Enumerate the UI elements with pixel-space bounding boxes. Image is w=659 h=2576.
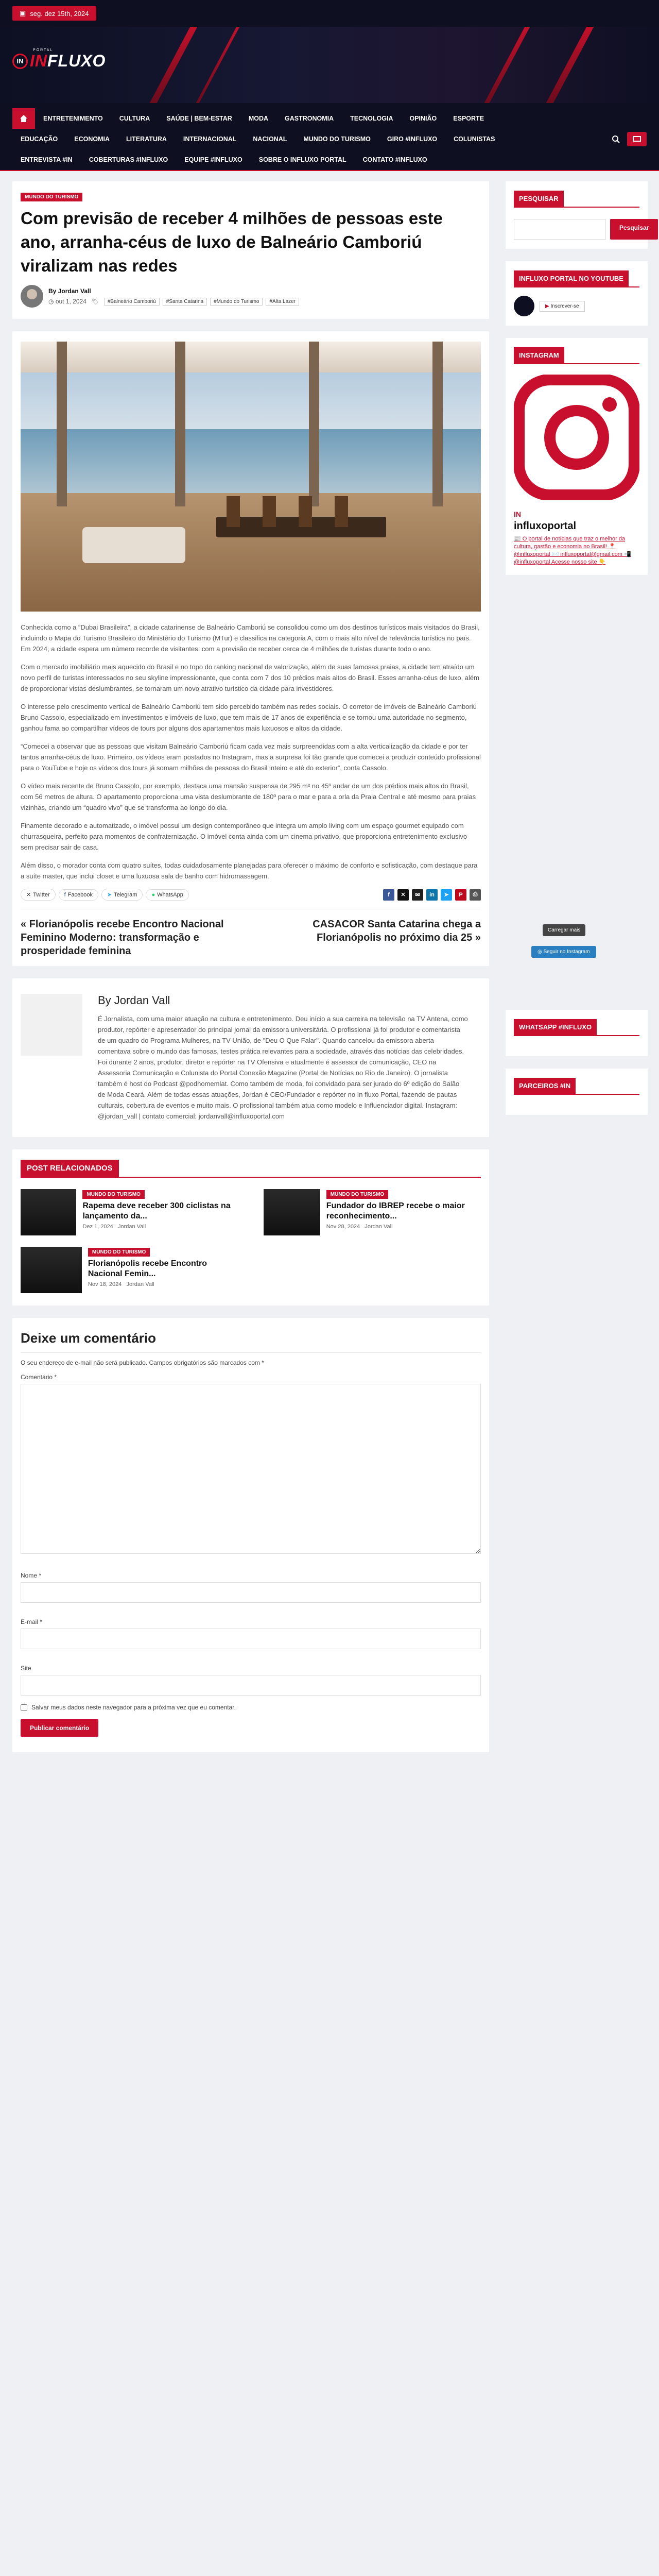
social-icons xyxy=(383,889,481,901)
related-post[interactable] xyxy=(21,1189,238,1235)
site-input[interactable] xyxy=(21,1675,481,1696)
author-avatar[interactable] xyxy=(21,994,82,1056)
logo-word: INFLUXO xyxy=(30,52,106,70)
tag-icon: 🏷 xyxy=(91,298,99,305)
arrow-right-icon: » xyxy=(475,932,481,943)
youtube-icon: ▶ xyxy=(545,303,549,309)
nav-item[interactable]: COLUNISTAS xyxy=(454,135,495,143)
share-row xyxy=(21,889,481,901)
search-widget xyxy=(506,181,648,249)
post-date: ◷ out 1, 2024 xyxy=(48,298,86,305)
pinterest-icon[interactable]: P xyxy=(455,889,466,901)
nav-item[interactable]: ENTRETENIMENTO xyxy=(43,115,103,122)
nav-item[interactable]: MUNDO DO TURISMO xyxy=(303,135,371,143)
instagram-icon[interactable] xyxy=(514,375,639,500)
avatar[interactable] xyxy=(21,285,43,308)
decor-streak xyxy=(196,27,240,103)
instagram-icon: ◎ xyxy=(537,949,542,955)
paragraph: Além disso, o morador conta com quatro suítes, todas cuidadosamente planejadas para oferecer o máximo de conforto e sofisticação, com destaque para a suíte master, que inclui closet e uma luxuosa sala de banho com hidromassagem. xyxy=(21,861,478,880)
search-input[interactable] xyxy=(514,219,606,240)
top-bar xyxy=(0,0,659,27)
nav-item[interactable]: EQUIPE #INFLUXO xyxy=(184,156,242,163)
post-header xyxy=(12,181,489,319)
nav-item[interactable]: SOBRE O INFLUXO PORTAL xyxy=(258,156,346,163)
search-icon[interactable] xyxy=(612,135,620,143)
paragraph: Com o mercado imobiliário mais aquecido do Brasil e no topo do ranking nacional de valorização, além de suas famosas praias, a cidade tem atraído um novo perfil de turistas interessados no seu skyline impressionante, que conta com 7 dos 10 prédios mais altos do Brasil. Esses arranha-céus de luxo, além de proporcionar vistas deslumbrantes, se tornaram um novo atrativo turístico da cidade para investidores. xyxy=(21,663,479,692)
nav-item[interactable]: TECNOLOGIA xyxy=(350,115,393,122)
sidebar xyxy=(506,181,648,1115)
facebook-icon[interactable]: f xyxy=(383,889,394,901)
insta-bio[interactable]: 📰 O portal de notícias que traz o melhor da cultura, gastão e economia no Brasil! 📍 @influxoportal ✉️ influxoportal@gmail.com 📲 @influxoportal Acesse nosso site 👇 xyxy=(514,536,631,565)
related-thumbnail[interactable] xyxy=(264,1189,320,1235)
header-banner xyxy=(0,27,659,103)
submit-comment-button[interactable]: Publicar comentário xyxy=(21,1719,98,1737)
comment-textarea[interactable] xyxy=(21,1384,481,1554)
partners-widget-title: PARCEIROS #IN xyxy=(514,1078,576,1094)
facebook-icon: f xyxy=(64,891,66,898)
related-title[interactable]: Rapema deve receber 300 ciclistas na lançamento da... xyxy=(82,1201,231,1221)
nav-item[interactable]: GASTRONOMIA xyxy=(285,115,334,122)
comment-title: Deixe um comentário xyxy=(21,1330,156,1346)
share-facebook-button[interactable]: f Facebook xyxy=(59,889,98,901)
main-column xyxy=(12,181,489,1752)
related-posts xyxy=(12,1149,489,1306)
comment-note: O seu endereço de e-mail não será publicado. Campos obrigatórios são marcados com * xyxy=(21,1359,264,1366)
instagram-widget-title: INSTAGRAM xyxy=(514,347,564,363)
tag[interactable]: #Alta Lazer xyxy=(266,298,299,306)
whatsapp-widget xyxy=(506,1010,648,1056)
related-title[interactable]: Fundador do IBREP recebe o maior reconhecimento... xyxy=(326,1201,465,1221)
x-icon[interactable]: ✕ xyxy=(397,889,409,901)
author-bio: É Jornalista, com uma maior atuação na cultura e entretenimento. Deu início a sua carreira na televisão na TV Antena, como produtor, repórter e apresentador do principal jornal da emissora universitária. O profissional já foi produtor e comentarista de um quadro do Programa Mulheres, na TV União, de "Deu O Que Falar". Quando cancelou da emissora aberta comentava sobre o mundo das famosas, testes prática relevantes para a sociedade, através das notícias das celebridades. Foi durante 2 anos, produtor, diretor e repórter na TV Ofensiva e atualmente é assessor de comunicação, CEO na Assessoria Comunicação e Colunista do Portal Conexão Magazine (Portal de Notícias no Rio de Janeiro). O jornalista também é host do Podcast @podhomemlat. Como também de moda, foi convidado para ser jurado do 6º edição do Salão de Moda Ceará. Além de todas essas atuações, Jordan é CEO/Fundador e repórter no In fluxo Portal, fazendo de pautas culturais, cobertura de eventos e muito mais. O profissional também atua como modelo e Influenciador digital. Instagram: @jordan_vall | contato comercial: jordanvall@influxoportal.com xyxy=(98,1015,468,1120)
logo-tagline: PORTAL xyxy=(33,48,54,52)
calendar-icon: ▣ xyxy=(20,9,26,17)
related-post[interactable] xyxy=(264,1189,481,1235)
category-badge[interactable]: MUNDO DO TURISMO xyxy=(82,1190,144,1199)
nav-item[interactable]: OPINIÃO xyxy=(409,115,437,122)
insta-handle[interactable]: influxoportal xyxy=(514,520,577,532)
tag-list xyxy=(104,298,299,306)
post-navigation xyxy=(21,909,481,958)
nav-row-1 xyxy=(12,108,647,129)
share-telegram-button[interactable]: ➤ Telegram xyxy=(101,889,143,901)
tag[interactable]: #Balneário Camboriú xyxy=(104,298,160,306)
post-meta xyxy=(21,285,481,308)
nav-item[interactable]: ECONOMIA xyxy=(74,135,110,143)
decor-streak xyxy=(484,27,530,103)
next-post-link[interactable]: CASACOR Santa Catarina chega a Florianópolis no próximo dia 25 » xyxy=(313,919,481,943)
nav-item[interactable]: INTERNACIONAL xyxy=(183,135,237,143)
save-data-row xyxy=(21,1704,481,1711)
post-featured-image xyxy=(21,342,481,612)
related-meta: Dez 1, 2024 Jordan Vall xyxy=(82,1224,146,1230)
related-title[interactable]: Florianópolis recebe Encontro Nacional Femin... xyxy=(88,1259,207,1278)
site-logo[interactable] xyxy=(12,48,106,71)
nav-row-3 xyxy=(12,149,647,170)
print-icon[interactable]: ⎙ xyxy=(470,889,481,901)
instagram-widget xyxy=(506,338,648,575)
related-meta: Nov 18, 2024 Jordan Vall xyxy=(88,1281,154,1287)
nav-item[interactable]: EDUCAÇÃO xyxy=(21,135,58,143)
email-icon[interactable]: ✉ xyxy=(412,889,423,901)
name-label: Nome * xyxy=(21,1572,42,1579)
email-label: E-mail * xyxy=(21,1618,43,1625)
author-box-name[interactable]: By Jordan Vall xyxy=(98,994,170,1007)
category-badge[interactable]: MUNDO DO TURISMO xyxy=(326,1190,388,1199)
telegram-icon[interactable]: ➤ xyxy=(441,889,452,901)
date-badge xyxy=(12,6,96,21)
main-nav xyxy=(0,103,659,171)
date-text: seg. dez 15th, 2024 xyxy=(30,9,89,18)
post-content xyxy=(21,622,481,882)
related-meta: Nov 28, 2024 Jordan Vall xyxy=(326,1224,393,1230)
author-link[interactable]: Jordan Vall xyxy=(58,287,91,295)
arrow-left-icon: « xyxy=(21,919,27,930)
home-button[interactable] xyxy=(12,108,35,129)
save-data-checkbox[interactable] xyxy=(21,1704,27,1711)
telegram-icon: ➤ xyxy=(107,892,112,898)
twitter-icon: ✕ xyxy=(26,892,31,898)
nav-item[interactable]: NACIONAL xyxy=(253,135,287,143)
save-data-label: Salvar meus dados neste navegador para a próxima vez que eu comentar. xyxy=(31,1704,236,1711)
instagram-feed-area xyxy=(506,575,648,997)
subscribe-button[interactable]: ▶ Inscrever-se xyxy=(540,301,585,312)
email-input[interactable] xyxy=(21,1629,481,1649)
decor-streak xyxy=(150,27,198,103)
search-button[interactable]: Pesquisar xyxy=(610,219,658,240)
logo-mark: IN xyxy=(12,54,28,69)
nav-item[interactable]: ENTREVISTA #IN xyxy=(21,156,73,163)
nav-item[interactable]: CULTURA xyxy=(119,115,150,122)
nav-item[interactable]: LITERATURA xyxy=(126,135,167,143)
whatsapp-widget-title: WHATSAPP #INFLUXO xyxy=(514,1019,597,1035)
subscribe-button[interactable] xyxy=(627,132,647,146)
post-body-card xyxy=(12,331,489,966)
tag[interactable]: #Santa Catarina xyxy=(163,298,207,306)
insta-logo: IN xyxy=(514,510,521,518)
related-post[interactable] xyxy=(21,1247,238,1293)
category-badge[interactable]: MUNDO DO TURISMO xyxy=(88,1248,150,1257)
comment-form xyxy=(12,1318,489,1752)
paragraph: “Comecei a observar que as pessoas que visitam Balneário Camboriú ficam cada vez mais surpreendidas com a alta verticalização da cidade e por ter tantos arranha-céus de luxo. Primeiro, os vídeos eram postados no Instagram, mas a surpresa foi tão grande que comecei a produzir conteúdo profissional para o YouTube e hoje os vídeos dos tours já somam milhões de pessoas do Brasil inteiro e até do exterior”, conta Cassolo. xyxy=(21,742,481,772)
post-title: Com previsão de receber 4 milhões de pessoas este ano, arranha-céus de luxo de Balneário Camboriú viralizam nas redes xyxy=(21,209,443,275)
partners-widget xyxy=(506,1069,648,1115)
paragraph: Conhecida como a “Dubai Brasileira”, a cidade catarinense de Balneário Camboriú se consolidou como um dos destinos turísticos mais visitados do Brasil, incluindo o Mapa do Turismo Brasileiro do Ministério do Turismo (MTur) e classifica na categoria A, com o mais alto nível de relevância turística no país. Em 2024, a cidade espera um número recorde de visitantes: com a previsão de receber cerca de 4 milhões de turistas durante todo o ano. xyxy=(21,623,480,653)
home-icon xyxy=(19,114,28,123)
comment-label: Comentário * xyxy=(21,1374,57,1381)
nav-item[interactable]: SAÚDE | BEM-ESTAR xyxy=(166,115,232,122)
nav-row-2 xyxy=(12,129,647,149)
follow-instagram-button[interactable]: ◎ Seguir no Instagram xyxy=(531,946,596,958)
decor-streak xyxy=(546,27,594,103)
search-widget-title: PESQUISAR xyxy=(514,191,564,207)
channel-avatar[interactable] xyxy=(514,296,534,316)
site-label: Site xyxy=(21,1665,31,1672)
share-twitter-button[interactable]: ✕ Twitter xyxy=(21,889,56,901)
nav-item[interactable]: MODA xyxy=(248,115,269,122)
author-box xyxy=(12,978,489,1137)
nav-tools xyxy=(612,132,647,146)
tag[interactable]: #Mundo do Turismo xyxy=(210,298,263,306)
paragraph: Finamente decorado e automatizado, o imóvel possui um design contemporâneo que integra um amplo living com um espaço gourmet equipado com churrasqueira, perfeito para momentos de confraternização. O imóvel conta ainda com um cinema privativo, que proporciona entretenimento exclusivo sem precisar sair de casa. xyxy=(21,822,467,851)
load-more-tooltip: Carregar mais xyxy=(543,924,585,936)
youtube-widget-title: INFLUXO PORTAL NO YOUTUBE xyxy=(514,270,629,286)
prev-post-link[interactable]: « Florianópolis recebe Encontro Nacional Feminino Moderno: transformação e prosperidade feminina xyxy=(21,919,224,957)
name-input[interactable] xyxy=(21,1582,481,1603)
youtube-widget xyxy=(506,261,648,326)
whatsapp-icon: ● xyxy=(151,891,155,898)
nav-item[interactable]: GIRO #INFLUXO xyxy=(387,135,438,143)
screen-icon xyxy=(633,136,641,142)
category-badge[interactable]: MUNDO DO TURISMO xyxy=(21,193,82,201)
related-posts-title: POST RELACIONADOS xyxy=(21,1160,119,1177)
paragraph: O interesse pelo crescimento vertical de Balneário Camboriú tem sido percebido também nas redes sociais. O corretor de imóveis de Balneário Camboriú Bruno Cassolo, especializado em investimentos e imóveis de luxo, que tem mais de 17 anos de experiência e se tornou uma autoridade no segmento, ganhou fama ao compartilhar vídeos de tours por alguns dos apartamentos mais luxuosos e altos da cidade. xyxy=(21,703,477,732)
related-thumbnail[interactable] xyxy=(21,1189,76,1235)
share-buttons xyxy=(21,889,189,901)
share-whatsapp-button[interactable]: ● WhatsApp xyxy=(146,889,188,901)
author-line: By Jordan Vall xyxy=(48,287,91,295)
nav-item[interactable]: COBERTURAS #INFLUXO xyxy=(89,156,168,163)
related-thumbnail[interactable] xyxy=(21,1247,82,1293)
paragraph: O vídeo mais recente de Bruno Cassolo, por exemplo, destaca uma mansão suspensa de 295 m² no 45º andar de um dos prédios mais altos do Brasil, com 56 metros de altura. O apartamento proporciona uma vista deslumbrante de 180º para o mar e para a orla da Praia Central e até mesmo para praias vizinhas, criando um “quadro vivo” que se transforma ao longo do dia. xyxy=(21,782,476,811)
nav-item[interactable]: CONTATO #INFLUXO xyxy=(362,156,427,163)
linkedin-icon[interactable]: in xyxy=(426,889,438,901)
nav-item[interactable]: ESPORTE xyxy=(453,115,484,122)
